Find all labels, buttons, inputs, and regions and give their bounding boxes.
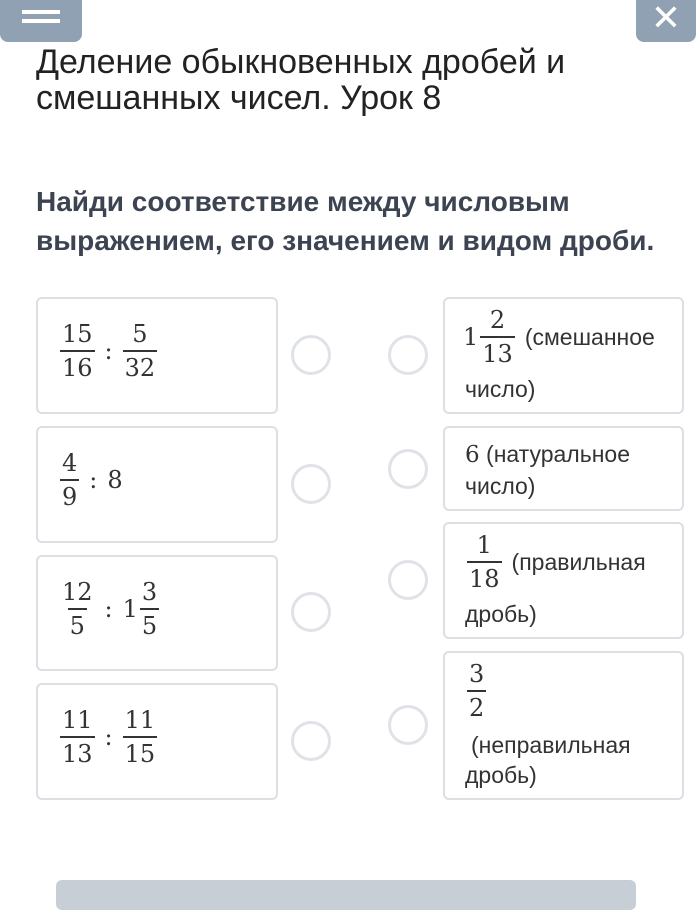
denominator: 16	[60, 350, 95, 381]
left-radio-1[interactable]	[291, 335, 331, 375]
expression-4	[60, 707, 157, 767]
fraction	[60, 579, 95, 639]
expression-1	[60, 321, 157, 381]
fraction	[60, 450, 79, 510]
expression-card-4[interactable]	[36, 683, 278, 800]
numerator: 2	[489, 306, 506, 334]
denominator: 13	[60, 736, 95, 767]
numerator: 12	[62, 578, 93, 606]
close-icon: ✕	[650, 0, 682, 39]
division-sign: :	[89, 466, 98, 494]
close-button[interactable]	[636, 0, 696, 42]
answer-label-continued: дробь)	[465, 762, 537, 788]
answer-card-1[interactable]	[443, 297, 684, 414]
answer-label: (неправильная	[471, 732, 631, 758]
answer-label-continued: число)	[465, 376, 536, 402]
fraction	[60, 707, 95, 767]
answer-value-4	[467, 661, 486, 721]
denominator: 2	[467, 690, 486, 721]
integer: 8	[107, 466, 123, 494]
submit-button[interactable]	[56, 880, 636, 910]
menu-button[interactable]	[0, 0, 82, 42]
expression-3	[60, 579, 159, 639]
expression-card-3[interactable]	[36, 555, 278, 671]
denominator: 5	[68, 608, 87, 639]
right-radio-4[interactable]	[388, 705, 428, 745]
answer-value-3	[467, 532, 646, 592]
answer-label-continued: число)	[465, 473, 536, 499]
numerator: 3	[141, 578, 158, 606]
answer-label: (натуральное	[486, 441, 630, 467]
denominator: 32	[123, 350, 158, 381]
numerator: 11	[124, 706, 156, 734]
answer-card-2[interactable]	[443, 426, 684, 511]
fraction	[467, 532, 502, 592]
left-radio-2[interactable]	[291, 464, 331, 504]
answer-card-3[interactable]	[443, 522, 684, 639]
numerator: 3	[469, 660, 485, 688]
answer-value-2	[465, 438, 676, 471]
division-sign: :	[104, 337, 113, 365]
division-sign: :	[104, 595, 113, 623]
numerator: 15	[62, 320, 93, 348]
answer-value-1	[463, 307, 655, 367]
fraction	[140, 579, 159, 639]
fraction	[60, 321, 95, 381]
fraction	[123, 707, 158, 767]
left-radio-3[interactable]	[291, 592, 331, 632]
numerator: 4	[62, 449, 78, 477]
whole-part: 1	[463, 323, 479, 351]
hamburger-icon	[22, 19, 60, 23]
task-instruction: Найди соответствие между числовым выражением, его значением и видом дроби.	[36, 186, 655, 256]
expression-card-1[interactable]	[36, 297, 278, 414]
numerator: 5	[132, 320, 148, 348]
right-radio-3[interactable]	[388, 560, 428, 600]
lesson-title: Деление обыкновенных дробей и смешанных чисел. Урок 8	[36, 43, 566, 117]
integer: 6	[465, 442, 480, 468]
left-radio-4[interactable]	[291, 721, 331, 761]
denominator: 18	[467, 561, 502, 592]
fraction	[467, 661, 486, 721]
right-radio-1[interactable]	[388, 335, 428, 375]
answer-label: (правильная	[511, 548, 646, 575]
denominator: 15	[123, 736, 158, 767]
fraction	[480, 307, 515, 367]
expression-card-2[interactable]	[36, 426, 278, 543]
answer-card-4[interactable]	[443, 651, 684, 800]
numerator: 1	[476, 531, 492, 559]
whole-part: 1	[122, 595, 138, 623]
denominator: 13	[480, 336, 515, 367]
denominator: 5	[140, 608, 159, 639]
denominator: 9	[60, 479, 79, 510]
fraction	[123, 321, 158, 381]
answer-label-continued: дробь)	[465, 601, 537, 627]
answer-label: (смешанное	[524, 323, 655, 350]
division-sign: :	[104, 723, 113, 751]
expression-2	[60, 450, 123, 510]
right-radio-2[interactable]	[388, 449, 428, 489]
numerator: 11	[62, 706, 93, 734]
